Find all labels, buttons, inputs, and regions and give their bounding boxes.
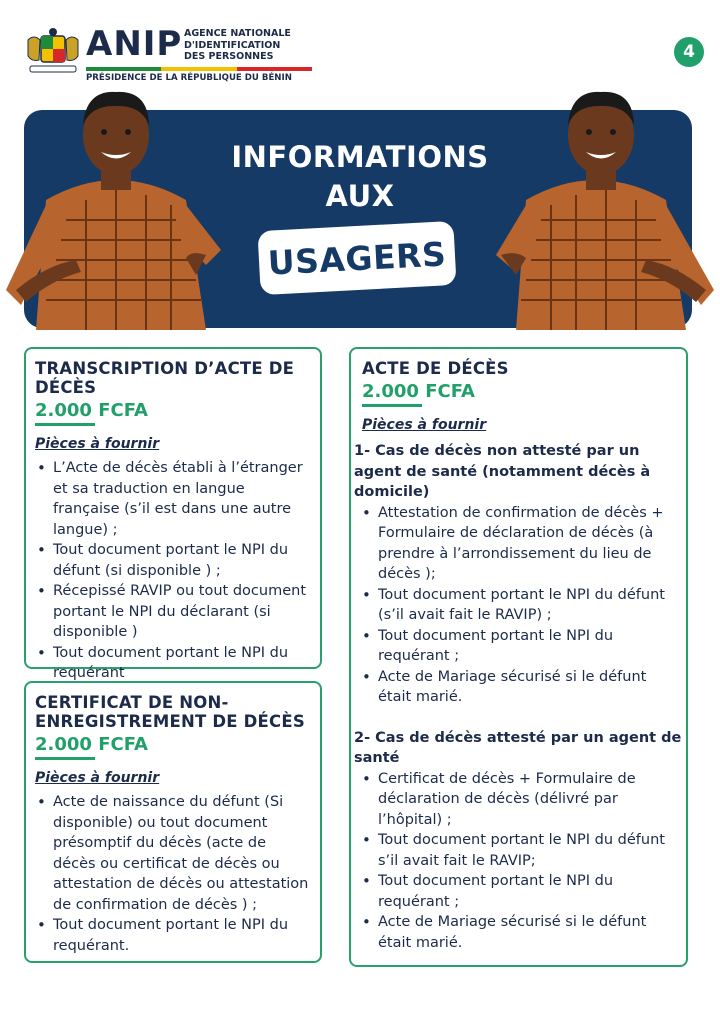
required-documents-list [35,792,310,956]
agency-name [184,28,291,63]
required-documents-list [35,458,310,684]
page-header [24,24,324,84]
card-title: ACTE DE DÉCÈS [362,359,509,378]
list-item: • L’Acte de décès établi à l’étranger et sa traduction en langue française (s’il est dans une autre langue) ; [35,458,310,540]
page-number-badge: 4 [674,37,704,67]
case-1-documents-list [360,503,682,708]
brand-name: ANIP [86,24,183,64]
pieces-label: Pièces à fournir [35,770,160,786]
list-item: • Attestation de confirmation de décès + Formulaire de déclaration de décès (à prendre à l’arrondissement du lieu de décès ); [360,503,682,585]
list-item: • Certificat de décès + Formulaire de déclaration de décès (délivré par l’hôpital) ; [360,769,682,831]
price: 2.000 FCFA [35,400,148,421]
list-item: • Tout document portant le NPI du requérant. [35,915,310,956]
list-item: • Acte de naissance du défunt (Si disponible) ou tout document présomptif du décès (acte de décès ou certificat de décès ou attestation de décès ou attestation de confirmation de décès ) ; [35,792,310,915]
case-2-title: 2- Cas de décès attesté par un agent de santé [354,729,682,766]
usagers-pill [257,221,456,295]
agency-line-3: DES PERSONNES [184,51,274,62]
list-item: • Tout document portant le NPI du défunt (s’il avait fait le RAVIP) ; [360,585,682,626]
card-certificat [24,681,322,963]
list-item: • Tout document portant le NPI du défunt (si disponible ) ; [35,540,310,581]
flag-stripe [86,67,312,71]
case-1-title: 1- Cas de décès non attesté par un agent de santé (notamment décès à domicile) [354,443,651,500]
card-title: TRANSCRIPTION D’ACTE DE DÉCÈS [35,359,295,397]
card-title: CERTIFICAT DE NON-ENREGISTREMENT DE DÉCÈS [35,693,305,731]
list-item: • Tout document portant le NPI du défunt s’il avait fait le RAVIP; [360,830,682,871]
list-item: • Tout document portant le NPI du requérant ; [360,626,682,667]
list-item: • Tout document portant le NPI du requérant [35,643,310,684]
banner-title-line-2: AUX [325,179,395,213]
usagers-label: USAGERS [266,233,448,283]
presidence-label: PRÉSIDENCE DE LA RÉPUBLIQUE DU BÉNIN [86,73,292,83]
price: 2.000 FCFA [35,734,148,755]
price-underline [35,757,95,760]
card-transcription [24,347,322,681]
banner-title-line-1: INFORMATIONS [231,140,489,174]
agency-line-1: AGENCE NATIONALE [184,28,291,39]
pieces-label: Pièces à fournir [362,417,487,433]
coat-of-arms-logo [24,26,82,76]
agency-line-2: D'IDENTIFICATION [184,39,281,51]
price-underline [35,423,95,426]
price: 2.000 FCFA [362,381,475,402]
list-item: • Tout document portant le NPI du requérant ; [360,871,682,912]
list-item: • Acte de Mariage sécurisé si le défunt était marié. [360,667,682,708]
list-item: • Récepissé RAVIP ou tout document portant le NPI du déclarant (si disponible ) [35,581,310,643]
case-2-documents-list [360,769,682,954]
list-item: • Acte de Mariage sécurisé si le défunt était marié. [360,912,682,953]
card-acte-deces [349,347,688,967]
pieces-label: Pièces à fournir [35,436,160,452]
price-underline [362,404,422,407]
